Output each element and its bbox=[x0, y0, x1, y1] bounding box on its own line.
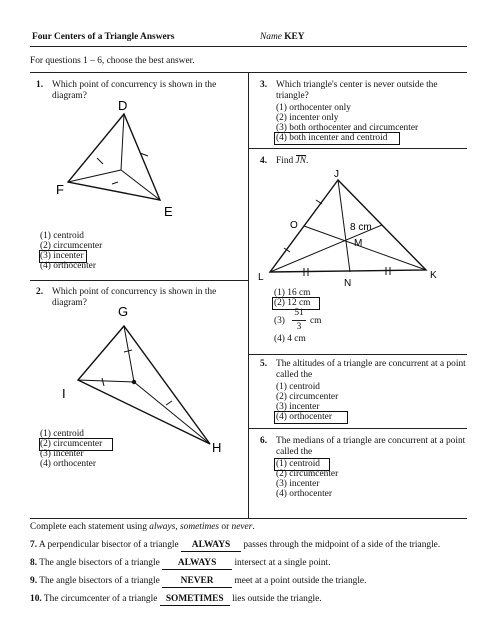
complete-instructions: Complete each statement using always, sometimes or never. bbox=[30, 522, 255, 532]
name-label: Name bbox=[260, 32, 282, 42]
q1-label-d: D bbox=[118, 98, 128, 113]
q2-segment-i bbox=[78, 380, 134, 382]
q3-option-4: (4) both incenter and centroid bbox=[276, 133, 388, 143]
q4-median-jn bbox=[338, 180, 350, 272]
q6-answer-box bbox=[274, 458, 330, 471]
q5-option-1: (1) centroid bbox=[276, 382, 320, 392]
q2-label-g: G bbox=[118, 304, 129, 319]
word-never: never bbox=[231, 522, 253, 532]
statement-answer: ALWAYS bbox=[181, 540, 241, 552]
q4-fraction-unit: cm bbox=[310, 316, 322, 326]
q4-option-3: (3) bbox=[274, 316, 285, 326]
statement-number: 8. bbox=[30, 558, 38, 568]
q4-fraction-numerator: 51 bbox=[294, 308, 304, 318]
q6-option-1: (1) centroid bbox=[276, 459, 320, 469]
q4-measure: 8 cm bbox=[350, 222, 372, 233]
q2-segment-g bbox=[124, 326, 134, 382]
q2-tick bbox=[166, 401, 172, 405]
q4-label-o: O bbox=[290, 220, 298, 231]
q3-text: Which triangle's center is never outside the triangle? bbox=[276, 80, 438, 102]
q5-option-2: (2) circumcenter bbox=[276, 392, 339, 402]
q1-option-4: (4) orthocenter bbox=[40, 261, 96, 271]
q2-answer-box bbox=[39, 438, 113, 451]
statement-10 bbox=[30, 594, 322, 606]
q4-segment: JN bbox=[295, 156, 306, 166]
q1-option-3: (3) incenter bbox=[40, 251, 84, 261]
statement-before: A perpendicular bisector of a triangle bbox=[38, 540, 179, 550]
statement-after: passes through the midpoint of a side of the triangle. bbox=[243, 540, 441, 550]
q1-label-e: E bbox=[164, 204, 173, 219]
q4-fraction-bar bbox=[292, 320, 306, 321]
q5-text: The altitudes of a triangle are concurrent at a point called the bbox=[276, 359, 466, 381]
q2-option-2: (2) circumcenter bbox=[40, 439, 103, 449]
word-sometimes: sometimes bbox=[179, 522, 220, 532]
q5-option-3: (3) incenter bbox=[276, 402, 320, 412]
grid-divider bbox=[248, 72, 249, 518]
grid-bottom-rule bbox=[30, 518, 467, 519]
intro-end: . bbox=[252, 522, 255, 532]
q5-option-4: (4) orthocenter bbox=[276, 412, 332, 422]
header-rule bbox=[30, 46, 467, 47]
q1-option-1: (1) centroid bbox=[40, 231, 84, 241]
q4-q5-divider bbox=[249, 354, 467, 355]
q3-option-2: (2) incenter only bbox=[276, 113, 339, 123]
q2-tick bbox=[102, 378, 104, 386]
q1-option-2: (2) circumcenter bbox=[40, 241, 103, 251]
q4-label-j: J bbox=[334, 169, 339, 180]
q2-option-3: (3) incenter bbox=[40, 449, 84, 459]
q1-tick bbox=[112, 182, 118, 184]
name-value: KEY bbox=[284, 32, 305, 42]
q4-option-2: (2) 12 cm bbox=[274, 298, 311, 308]
q6-text: The medians of a triangle are concurrent at a point called the bbox=[276, 436, 466, 458]
instructions: For questions 1 – 6, choose the best answer. bbox=[30, 56, 195, 66]
q4-option-1: (1) 16 cm bbox=[274, 288, 311, 298]
q5-answer-box bbox=[274, 411, 348, 424]
q4-label-k: K bbox=[430, 270, 437, 281]
q2-text: Which point of concurrency is shown in the diagram? bbox=[52, 287, 217, 309]
q4-fraction-denominator: 3 bbox=[296, 322, 302, 332]
q6-option-3: (3) incenter bbox=[276, 479, 320, 489]
q2-number: 2. bbox=[36, 287, 44, 297]
q3-option-3: (3) both orthocenter and circumcenter bbox=[276, 123, 419, 133]
q1-label-f: F bbox=[56, 182, 64, 197]
statement-8 bbox=[30, 558, 331, 570]
statement-answer: NEVER bbox=[162, 576, 232, 588]
q1-tick bbox=[97, 158, 103, 164]
statement-before: The circumcenter of a triangle bbox=[43, 594, 158, 604]
statement-7 bbox=[30, 540, 440, 552]
complete-intro-prefix: Complete each statement using bbox=[30, 522, 147, 532]
statement-before: The angle bisectors of a triangle bbox=[39, 558, 160, 568]
statement-number: 9. bbox=[30, 576, 38, 586]
statement-9 bbox=[30, 576, 366, 588]
q1-triangle bbox=[68, 114, 160, 200]
q4-label-m: M bbox=[354, 238, 363, 249]
statement-answer: ALWAYS bbox=[162, 558, 232, 570]
q3-q4-divider bbox=[249, 148, 467, 149]
q6-option-4: (4) orthocenter bbox=[276, 489, 332, 499]
statement-number: 10. bbox=[30, 594, 42, 604]
word-always: always bbox=[149, 522, 176, 532]
q4-centroid-diagram bbox=[256, 166, 456, 290]
worksheet-title: Four Centers of a Triangle Answers bbox=[32, 32, 175, 42]
statement-after: lies outside the triangle. bbox=[232, 594, 322, 604]
q4-label-n: N bbox=[344, 278, 352, 289]
word-or: or bbox=[221, 522, 230, 532]
q1-number: 1. bbox=[36, 80, 44, 90]
statement-after: intersect at a single point. bbox=[234, 558, 331, 568]
statement-before: The angle bisectors of a triangle bbox=[39, 576, 160, 586]
q4-text-suffix: . bbox=[305, 156, 309, 166]
q4-option-4: (4) 4 cm bbox=[274, 334, 306, 344]
q6-option-2: (2) circumcenter bbox=[276, 469, 339, 479]
statement-number: 7. bbox=[30, 540, 38, 550]
q5-q6-divider bbox=[249, 428, 467, 429]
q2-center-point bbox=[132, 380, 136, 384]
q2-triangle bbox=[78, 326, 210, 444]
q5-number: 5. bbox=[260, 359, 268, 369]
statement-after: meet at a point outside the triangle. bbox=[234, 576, 367, 586]
statement-answer: SOMETIMES bbox=[160, 594, 230, 606]
q6-number: 6. bbox=[260, 436, 268, 446]
q4-number: 4. bbox=[260, 156, 268, 166]
q2-label-h: H bbox=[212, 440, 222, 455]
q3-number: 3. bbox=[260, 80, 268, 90]
q3-option-1: (1) orthocenter only bbox=[276, 103, 351, 113]
q2-label-i: I bbox=[62, 386, 66, 401]
q1-answer-box bbox=[39, 250, 87, 263]
q2-option-1: (1) centroid bbox=[40, 429, 84, 439]
q2-option-4: (4) orthocenter bbox=[40, 459, 96, 469]
q4-text-prefix: Find bbox=[276, 156, 294, 166]
name-field bbox=[260, 32, 305, 43]
q1-text: Which point of concurrency is shown in the diagram? bbox=[52, 80, 217, 102]
q1-incenter-diagram bbox=[52, 100, 202, 224]
q3-answer-box bbox=[274, 132, 400, 145]
q4-label-l: L bbox=[258, 272, 264, 283]
q1-bisector-d bbox=[121, 114, 124, 170]
q1-q2-divider bbox=[30, 280, 248, 281]
